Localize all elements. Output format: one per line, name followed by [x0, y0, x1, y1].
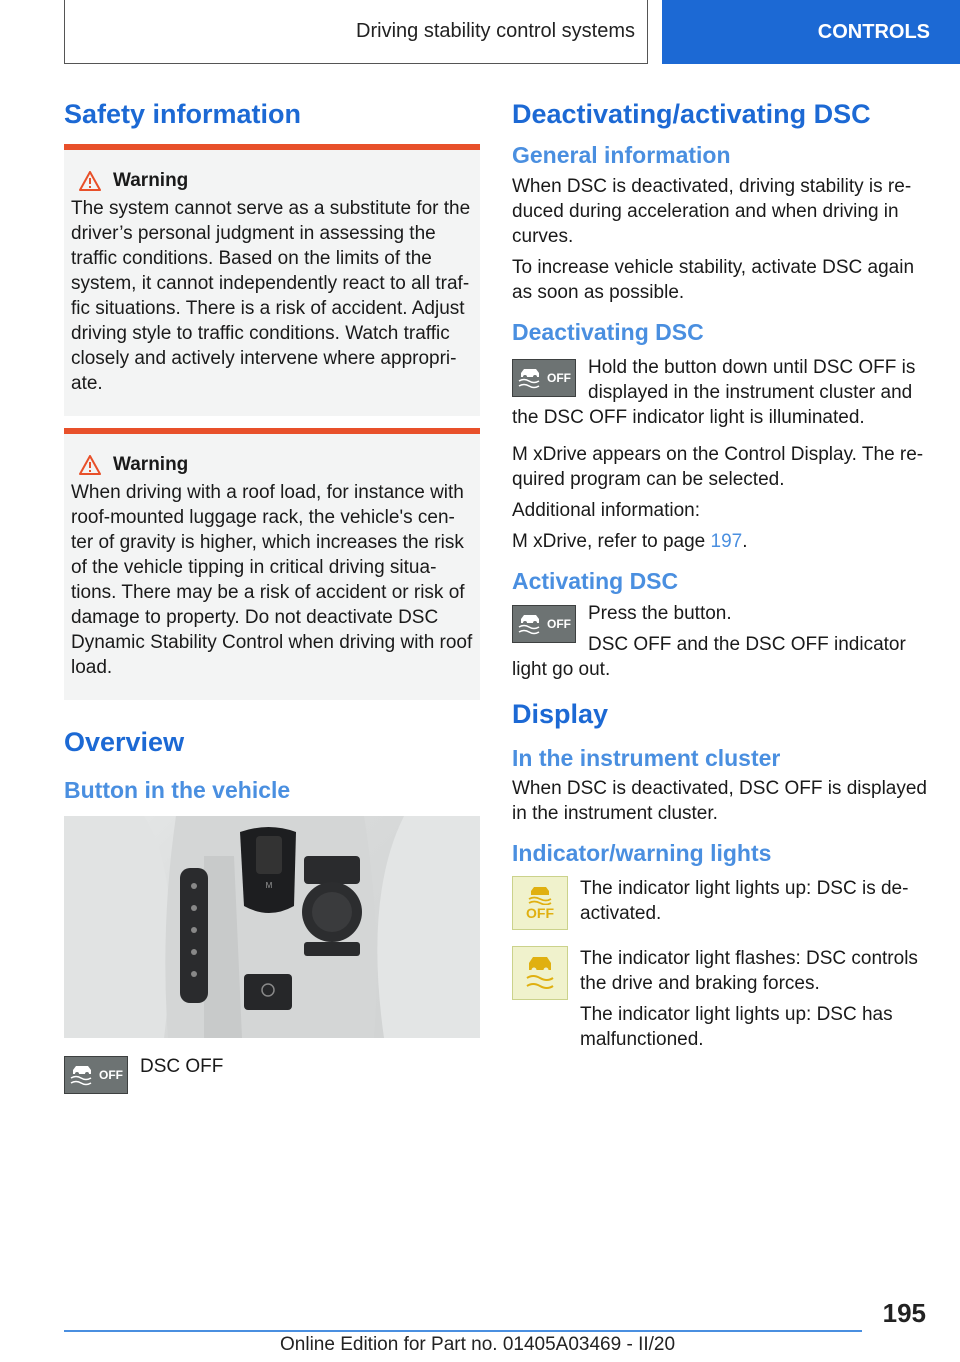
- button-in-vehicle-heading: Button in the vehicle: [64, 776, 291, 803]
- warning-triangle-icon: [79, 455, 101, 475]
- indicator-paragraph-1: The indicator light lights up: DSC is de- activated.: [580, 877, 909, 924]
- warning-label: Warning: [113, 454, 189, 476]
- edition-text: Online Edition for Part no. 01405A03469 - II/20: [280, 1334, 676, 1355]
- display-heading: Display: [512, 699, 609, 730]
- warning-triangle-icon: [79, 171, 101, 191]
- footer-divider: [64, 1330, 862, 1332]
- car-skid-icon: [69, 1064, 95, 1086]
- car-skid-icon: [526, 885, 554, 905]
- safety-information-heading: Safety information: [64, 99, 302, 129]
- indicator-paragraph-2: The indicator light flashes: DSC controls the drive and braking forces.: [580, 947, 918, 994]
- off-label: OFF: [547, 370, 571, 385]
- header-section-title: [64, 0, 648, 64]
- activating-block: [512, 601, 932, 698]
- dsc-off-caption: DSC OFF: [140, 1056, 224, 1078]
- car-skid-icon: [523, 953, 557, 993]
- off-label: OFF: [547, 617, 571, 632]
- reference-suffix: .: [742, 530, 748, 552]
- section-title: Driving stability control systems: [356, 20, 635, 42]
- general-paragraph-2: To increase vehicle stability, activate DSC again as soon as possible.: [512, 256, 915, 303]
- car-skid-icon: [517, 613, 543, 635]
- warning-box-2: [64, 428, 480, 700]
- indicator-warning-lights-heading: Indicator/warning lights: [512, 840, 772, 867]
- general-paragraph-1: When DSC is deactivated, driving stability is re- duced during acceleration and when driving in curves.: [512, 175, 912, 247]
- deactivating-paragraph-4: [512, 529, 932, 554]
- off-label: OFF: [99, 1068, 123, 1083]
- overview-heading: Overview: [64, 727, 185, 758]
- activating-paragraph-2: DSC OFF and the DSC OFF indicator light go out.: [512, 634, 906, 681]
- instrument-cluster-heading: In the instrument cluster: [512, 744, 781, 771]
- indicator-row-2-text: [580, 946, 932, 1058]
- indicator-row-2: [512, 946, 932, 1058]
- dsc-off-button-icon: [512, 359, 576, 397]
- deactivating-activating-heading: Deactivating/activating DSC: [512, 99, 871, 129]
- car-skid-icon: [517, 367, 543, 389]
- dsc-off-indicator-light-icon: [512, 876, 568, 930]
- deactivating-paragraph-1: Hold the button down until DSC OFF is displayed in the instrument cluster and the DSC OFF indicator light is illuminated.: [512, 356, 916, 428]
- warning-header: [79, 170, 474, 192]
- dsc-off-button-icon: [512, 605, 576, 643]
- chapter-title: CONTROLS: [817, 20, 930, 43]
- page-reference-link[interactable]: 197: [710, 530, 743, 552]
- deactivating-paragraph-3: Additional information:: [512, 499, 700, 521]
- activating-paragraph-1: Press the button.: [588, 603, 732, 625]
- warning-box-1: [64, 144, 480, 416]
- right-column: [512, 98, 932, 1058]
- activating-dsc-heading: Activating DSC: [512, 567, 679, 594]
- indicator-row-1: [512, 876, 932, 930]
- cluster-paragraph: When DSC is deactivated, DSC OFF is displayed in the instrument cluster.: [512, 778, 927, 825]
- warning-header: [79, 454, 474, 476]
- warning-text: The system cannot serve as a substitute for the driver’s personal judgment in assessing the traffic conditions. Based on the limits of the system, it cannot independently react to all traf- fic situations. There is a risk of accident. Adjust driving style to traffic conditions. Watch traffic closely and actively intervene where appropri- ate.: [71, 198, 471, 395]
- deactivating-dsc-heading: Deactivating DSC: [512, 318, 704, 345]
- dsc-off-button-icon: [64, 1056, 128, 1094]
- center-console-illustration: [64, 816, 480, 1038]
- dsc-indicator-light-icon: [512, 946, 568, 1000]
- indicator-paragraph-3: The indicator light lights up: DSC has malfunctioned.: [580, 1003, 893, 1050]
- chapter-tab[interactable]: [662, 0, 960, 64]
- warning-label: Warning: [113, 170, 189, 192]
- dsc-off-caption-row: [64, 1056, 480, 1094]
- indicator-off-label: OFF: [526, 905, 554, 922]
- svg-text:M: M: [265, 881, 273, 891]
- left-column: [64, 98, 480, 1094]
- page-number: 195: [882, 1298, 926, 1328]
- reference-text: M xDrive, refer to page: [512, 530, 711, 552]
- warning-text: When driving with a roof load, for instance with roof-mounted luggage rack, the vehicle's cen- ter of gravity is higher, which increases the risk of the vehicle tipping in critical driving situa- tions. There may be a risk of accident or risk of damage to property. Do not deactivate DSC Dynamic Stability Control when driving with roof load.: [71, 482, 473, 679]
- general-information-heading: General information: [512, 142, 731, 169]
- center-console-photo: [64, 816, 480, 1038]
- deactivating-block: [512, 355, 932, 442]
- deactivating-paragraph-2: M xDrive appears on the Control Display. The re- quired program can be selected.: [512, 443, 924, 490]
